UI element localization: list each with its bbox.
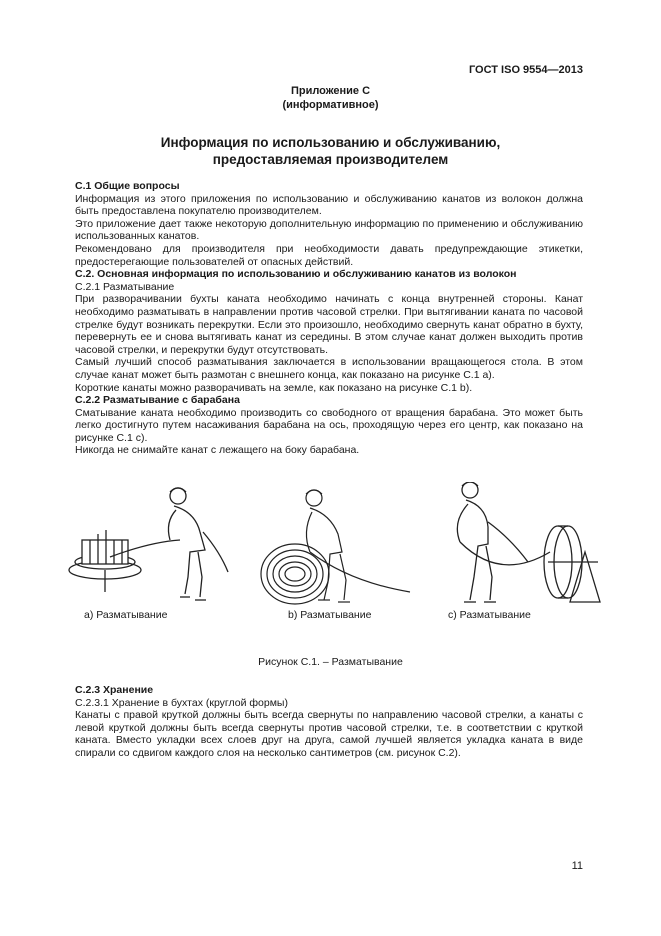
annex-label: Приложение С	[290, 85, 371, 97]
title-line-1: Информация по использованию и обслуживанию,	[160, 135, 501, 150]
caption-b: b) Разматывание	[288, 609, 372, 621]
title-line-2: предоставляемая производителем	[212, 152, 449, 167]
paragraph: Самый лучший способ разматывания заключается в использовании вращающегося стола. В этом случае канат может быть размотан с внешнего конца, как показано на рисунке С.1 а).	[75, 356, 583, 381]
main-text	[75, 180, 583, 457]
storage-text	[75, 684, 583, 760]
caption-a: а) Разматывание	[84, 609, 168, 621]
heading-c22: С.2.2 Разматывание с барабана	[75, 394, 240, 407]
caption-c: с) Разматывание	[448, 609, 531, 621]
heading-c23: С.2.3 Хранение	[75, 684, 154, 696]
paragraph: Короткие канаты можно разворачивать на земле, как показано на рисунке С.1 b).	[75, 381, 473, 394]
section-title	[0, 134, 661, 168]
illustration-ground-coil	[250, 482, 420, 612]
figure-title: Рисунок С.1. – Разматывание	[258, 656, 403, 668]
paragraph: При разворачивании бухты каната необходимо начинать с конца внутренней стороны. Канат необходимо разматывать в направлении против часовой стрелки. При вытягивании каната по часовой стрелке будут возникать перекрутки. Если это произошло, необходимо свернуть канат обратно в бухту, перевернуть ее и снова вытягивать канат из середины. В этом случае канат должен выходить против часовой стрелки, и перекрутки будут отсутствовать.	[75, 293, 583, 356]
figure-illustrations	[40, 482, 620, 612]
subheading-c231: С.2.3.1 Хранение в бухтах (круглой формы)	[75, 696, 288, 709]
standard-code: ГОСТ ISO 9554—2013	[468, 64, 583, 76]
subheading-c21: С.2.1 Разматывание	[75, 280, 175, 293]
paragraph: Никогда не снимайте канат с лежащего на боку барабана.	[75, 444, 360, 457]
heading-c2: С.2. Основная информация по использованию и обслуживанию канатов из волокон	[75, 268, 517, 281]
paragraph: Сматывание каната необходимо производить со свободного от вращения барабана. Это может быть легко достигнуто путем насаживания барабана на ось, проходящую через его центр, как показано на рисунке С.1 с).	[75, 406, 583, 444]
paragraph: Это приложение дает также некоторую дополнительную информацию по применению и обслуживанию использованных канатов.	[75, 217, 583, 243]
annex-type: (информативное)	[282, 99, 379, 111]
paragraph: Канаты с правой круткой должны быть всегда свернуты по направлению часовой стрелки, а канаты с левой круткой должны быть всегда свернуты против часовой стрелки, т.е. в соответствии с круткой каната. Вместо укладки всех слоев друг на друга, самой лучшей является укладка каната в виде спирали со сдвигом каждого слоя на несколько сантиметров (см. рисунок С.2).	[75, 709, 583, 759]
page-number: 11	[571, 860, 583, 872]
paragraph: Рекомендовано для производителя при необходимости давать предупреждающие этикетки, предостерегающие пользователей от опасных действий.	[75, 242, 583, 268]
heading-c1: С.1 Общие вопросы	[75, 180, 180, 192]
illustration-drum	[440, 482, 610, 612]
paragraph: Информация из этого приложения по использованию и обслуживанию канатов из волокон должна быть предоставлена покупателю производителем.	[75, 192, 583, 218]
illustration-turntable	[60, 482, 230, 612]
annex-title	[0, 84, 661, 112]
